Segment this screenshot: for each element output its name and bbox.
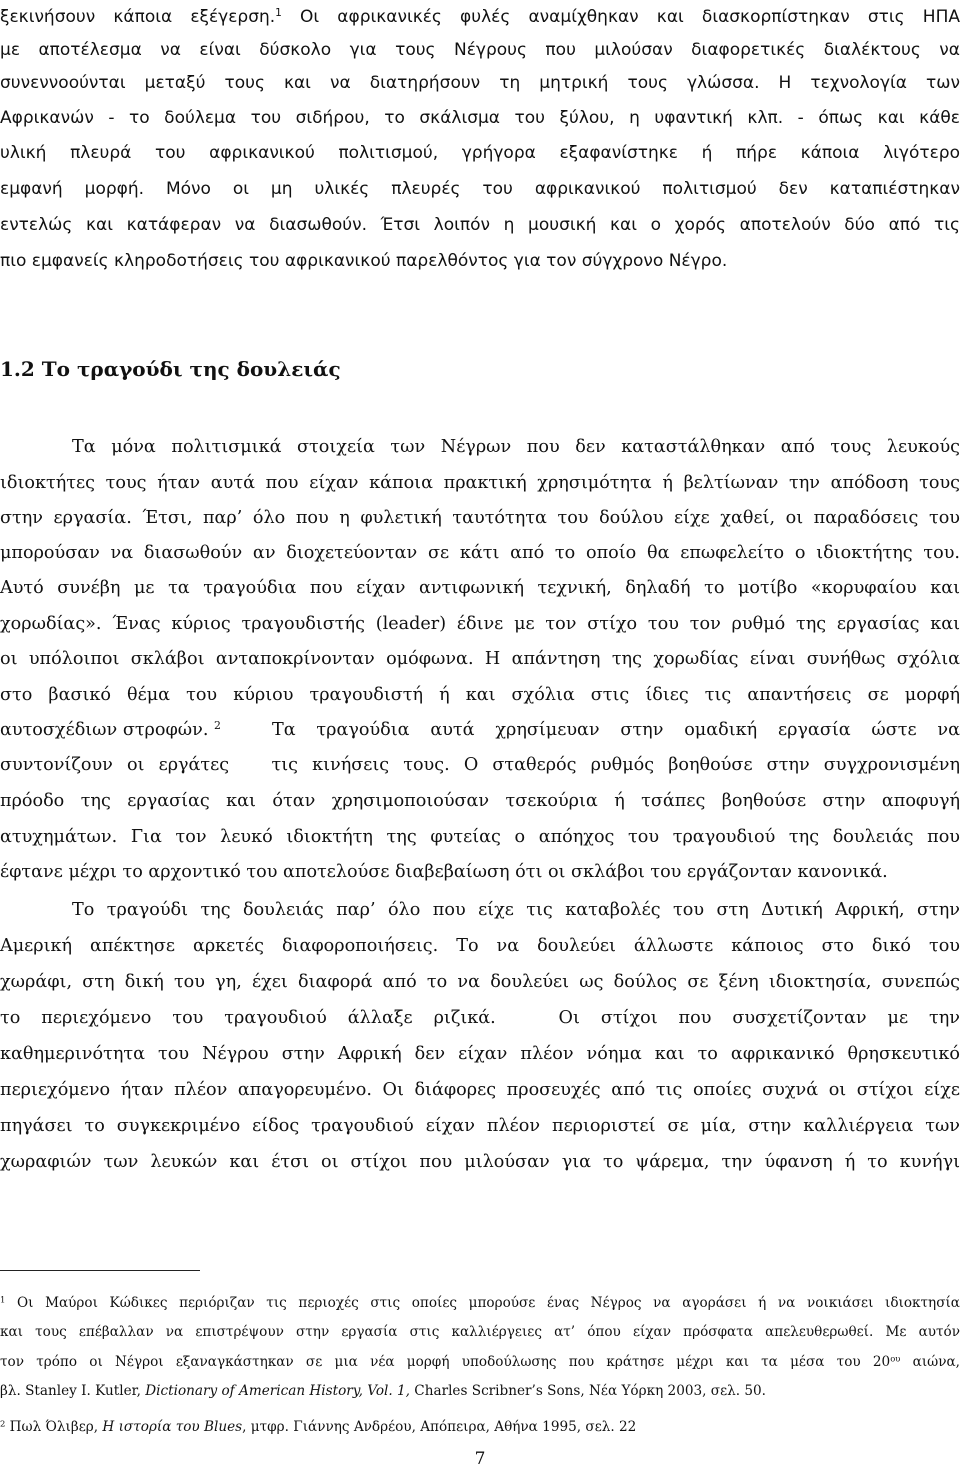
text-line: Αφρικανών - το δούλεμα του σιδήρου, το σκάλισμα του ξύλου, η υφαντική κλπ. - όπως και κάθε	[0, 108, 960, 128]
footnote-marker: 2	[0, 1418, 6, 1429]
text-line: πιο εμφανείς κληροδοτήσεις του αφρικανικού παρελθόντος για τον σύγχρονο Νέγρο.	[0, 251, 728, 271]
text-line: υλική πλευρά του αφρικανικού πολιτισμού, γρήγορα εξαφανίστηκε ή πήρε κάποια λιγότερο	[0, 143, 960, 163]
text-line: εμφανή μορφή. Μόνο οι μη υλικές πλευρές του αφρικανικού πολιτισμού δεν καταπιέστηκαν	[0, 179, 960, 199]
text-line: αυτοσχέδιων στροφών. $^2$ Τα τραγούδια αυτά χρησίμευαν στην ομαδική εργασία ώστε να	[0, 719, 960, 740]
text-line: ατυχημάτων. Για τον λευκό ιδιοκτήτη της φυτείας ο απόηχος του τραγουδιού της δουλειάς που	[0, 827, 960, 847]
text-line: Το τραγούδι της δουλειάς παρ’ όλο που είχε τις καταβολές του στη Δυτική Αφρική, στην	[72, 900, 960, 920]
text-line: χωράφι, στη δική του γη, έχει διαφορά από το να δουλεύει ως δούλος σε ξένη ιδιοκτησία, συνεπώς	[0, 972, 960, 992]
text-line: στο βασικό θέμα του κύριου τραγουδιστή ή και σχόλια στις ίδιες τις απαντήσεις σε μορφή	[0, 685, 960, 705]
text-line: περιεχόμενο ήταν πλέον απαγορευμένο. Οι διάφορες προσευχές από τις οποίες συχνά οι στίχοι είχε	[0, 1080, 960, 1100]
book-title: Dictionary of American History, Vol. 1,	[145, 1383, 410, 1399]
text-line: χορωδίας». Ένας κύριος τραγουδιστής (leader) έδινε με τον στίχο του τον ρυθμό της εργασίας και	[0, 614, 960, 634]
text-line: Αμερική απέκτησε αρκετές διαφοροποιήσεις. Το να δουλεύει άλλωστε κάποιος στο δικό του	[0, 936, 960, 956]
text-line: οι υπόλοιποι σκλάβοι ανταποκρίνονταν ομόφωνα. Η απάντηση της χορωδίας είναι συνήθως σχόλια	[0, 649, 960, 669]
text-line: έφτανε μέχρι το αρχοντικό του αποτελούσε διαβεβαίωση ότι οι σκλάβοι του εργάζονταν κανονικά.	[0, 862, 888, 882]
footnote-2: $^2$ Πωλ Όλιβερ, Η ιστορία του Blues, μτφρ. Γιάννης Ανδρέου, Απόπειρα, Αθήνα 1995, σελ. 22	[0, 1418, 637, 1435]
text-line: καθημερινότητα του Νέγρου στην Αφρική δεν είχαν πλέον νόημα και το αφρικανικό θρησκευτικό	[0, 1044, 960, 1064]
text-line: πηγάσει το συγκεκριμένο είδος τραγουδιού είχαν πλέον περιοριστεί σε μία, στην καλλιέργεια των	[0, 1116, 960, 1136]
text-line: χωραφιών των λευκών και έτσι οι στίχοι που μιλούσαν για το ψάρεμα, την ύφανση ή το κυνήγι	[0, 1152, 960, 1172]
text-line: Αυτό συνέβη με τα τραγούδια που είχαν αντιφωνική τεχνική, δηλαδή το μοτίβο «κορυφαίου και	[0, 578, 960, 598]
footnote-1: $^1$ Οι Μαύροι Κώδικες περιόριζαν τις περιοχές στις οποίες μπορούσε ένας Νέγρος να αγοράσει ή να νοικιάσει ιδιοκτησία	[0, 1294, 960, 1311]
footnote-separator	[0, 1270, 200, 1271]
footnote-ref-1[interactable]: 1	[275, 7, 282, 20]
text-line: πρόοδο της εργασίας και όταν χρησιμοποιούσαν τσεκούρια ή τσάπες βοηθούσε στην αποφυγή	[0, 791, 960, 811]
text-line: συντονίζουν οι εργάτες τις κινήσεις τους. Ο σταθερός ρυθμός βοηθούσε στην συγχρονισμένη	[0, 755, 960, 775]
text-line: ιδιοκτήτες τους ήταν αυτά που είχαν κάποια πρακτική χρησιμότητα ή βελτίωναν την απόδοση τους	[0, 473, 960, 493]
text-line: στην εργασία. Έτσι, παρ’ όλο που η φυλετική ταυτότητα του δούλου είχε χαθεί, οι παραδόσεις του	[0, 508, 960, 528]
text-line: Τα μόνα πολιτισμικά στοιχεία των Νέγρων που δεν καταστάλθηκαν από τους λευκούς	[72, 437, 960, 457]
footnote-line: και τους επέβαλλαν να επιστρέψουν στην εργασία στις καλλιέργειες ατ’ όπου είχαν πρόσφατα απελευθερωθεί. Με αυτόν	[0, 1324, 960, 1340]
section-heading: 1.2 Το τραγούδι της δουλειάς	[0, 357, 341, 381]
footnote-marker: 1	[0, 1294, 6, 1305]
footnote-ref-2[interactable]: 2	[214, 719, 221, 732]
footnote-line: βλ. Stanley I. Kutler, Dictionary of American History, Vol. 1, Charles Scribner’s Sons, Νέα Υόρκη 2003, σελ. 50.	[0, 1383, 766, 1399]
text-line: μπορούσαν να διασωθούν αν διοχετεύονταν σε κάτι από το οποίο θα επωφελείτο ο ιδιοκτήτης του.	[0, 543, 960, 563]
text-line: με αποτέλεσμα να είναι δύσκολο για τους Νέγρους που μιλούσαν διαφορετικές διαλέκτους να	[0, 40, 960, 60]
text-line: ξεκινήσουν κάποια εξέγερση.$^1$ Οι αφρικανικές φυλές αναμίχθηκαν και διασκορπίστηκαν στις ΗΠΑ	[0, 7, 960, 27]
text-line: το περιεχόμενο του τραγουδιού άλλαξε ριζικά. Οι στίχοι που συσχετίζονταν με την	[0, 1008, 960, 1028]
text-line: συνεννοούνται μεταξύ τους και να διατηρήσουν τη μητρική τους γλώσσα. Η τεχνολογία των	[0, 73, 960, 93]
text-line: εντελώς και κατάφεραν να διασωθούν. Έτσι λοιπόν η μουσική και ο χορός αποτελούν δύο από τις	[0, 215, 960, 235]
footnote-line: τον τρόπο οι Νέγροι εξαναγκάστηκαν σε μια νέα μορφή υποδούλωσης που κράτησε μέχρι και τα μέσα του $20^{o\upsilon}$ αιώνα,	[0, 1353, 960, 1370]
page-number: 7	[474, 1449, 486, 1469]
book-title: Η ιστορία του Blues	[102, 1419, 243, 1435]
